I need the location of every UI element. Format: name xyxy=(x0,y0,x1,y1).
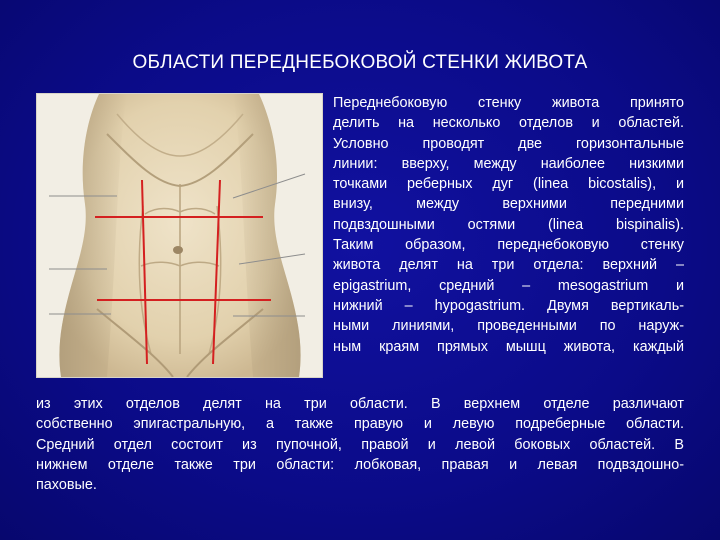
navel xyxy=(173,246,183,254)
text-line: нижний – hypogastrium. Двумя вертикаль- xyxy=(333,297,684,314)
abdomen-figure xyxy=(36,93,323,378)
text-line: линии: вверху, между наиболее низкими xyxy=(333,155,684,172)
text-line: Таким образом, переднебоковую стенку xyxy=(333,237,684,254)
abdomen-illustration xyxy=(37,94,322,377)
text-line: собственно эпигастральную, а также правую и левую подреберные области. xyxy=(36,416,684,433)
text-line: epigastrium, средний – mesogastrium и xyxy=(333,277,684,294)
slide-title: ОБЛАСТИ ПЕРЕДНЕБОКОВОЙ СТЕНКИ ЖИВОТА xyxy=(132,52,588,73)
text-line: Условно проводят две горизонтальные xyxy=(333,135,684,152)
text-line: подвздошными остями (linea bispinalis). xyxy=(333,216,684,233)
text-line: Переднебоковую стенку живота принято xyxy=(333,95,684,111)
text-line: делить на несколько отделов и областей. xyxy=(333,115,684,132)
text-line: внизу, между верхними передними xyxy=(333,196,684,213)
text-line: паховые. xyxy=(36,477,97,494)
text-line: ным краям прямых мышц живота, каждый xyxy=(333,338,684,355)
text-line: нижнем отделе также три области: лобковая, правая и левая подвздошно- xyxy=(36,456,684,473)
text-line: живота делят на три отдела: верхний – xyxy=(333,257,684,274)
text-line: из этих отделов делят на три области. В верхнем отделе различают xyxy=(36,396,684,412)
text-line: ными линиями, проведенными по наруж- xyxy=(333,318,684,335)
text-line: Средний отдел состоит из пупочной, правой и левой боковых областей. В xyxy=(36,436,684,453)
description-right-column xyxy=(333,93,684,357)
description-bottom xyxy=(36,394,684,495)
text-line: точками реберных дуг (linea bicostalis), и xyxy=(333,176,684,193)
